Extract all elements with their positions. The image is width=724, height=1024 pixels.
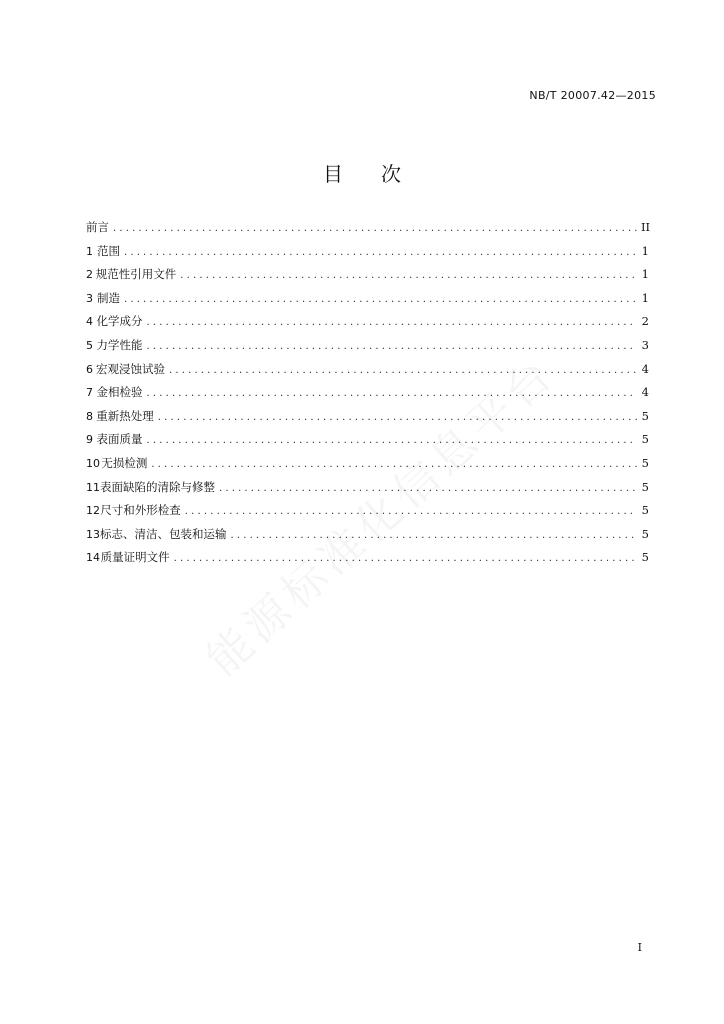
toc-entry-label: 宏观浸蚀试验: [96, 361, 166, 376]
toc-entry-number: 2: [86, 268, 93, 282]
toc-entry-11[interactable]: [86, 479, 649, 503]
toc-entry-number: 7: [86, 386, 93, 400]
toc-entry-page: 1: [641, 290, 649, 305]
toc-entry-number: 11: [86, 480, 100, 494]
toc-entry-page: II: [641, 220, 651, 234]
toc-entry-8[interactable]: [86, 408, 649, 432]
toc-entry-label: 重新热处理: [96, 408, 154, 423]
toc-entry-label: 化学成分: [96, 314, 143, 329]
toc-entry-page: 5: [641, 550, 649, 565]
toc-entry-2[interactable]: [86, 266, 649, 290]
toc-leader-dots: [169, 363, 637, 379]
toc-entry-label: 质量证明文件: [100, 550, 170, 565]
toc-entry-page: 4: [641, 385, 649, 400]
toc-entry-9[interactable]: [86, 431, 649, 455]
toc-entry-page: 1: [641, 267, 649, 282]
toc-entry-page: 2: [641, 314, 649, 329]
toc-entry-number: 9: [86, 433, 93, 447]
toc-entry-5[interactable]: [86, 337, 649, 361]
toc-entry-page: 5: [641, 455, 649, 470]
toc-leader-dots: [147, 339, 637, 355]
toc-entry-number: 3: [86, 291, 93, 305]
toc-entry-page: 5: [641, 479, 649, 494]
toc-entry-page: 5: [641, 432, 649, 447]
toc-entry-label: 标志、清洁、包装和运输: [100, 526, 227, 541]
toc-leader-dots: [174, 551, 637, 567]
toc-leader-dots: [124, 292, 637, 308]
toc-entry-page: 1: [641, 243, 649, 258]
toc-entry-number: 8: [86, 409, 93, 423]
toc-title: [0, 158, 724, 187]
toc-leader-dots: [180, 268, 637, 284]
toc-entry-1[interactable]: [86, 243, 649, 267]
toc-entry-13[interactable]: [86, 526, 649, 550]
toc-entry-label: 尺寸和外形检查: [100, 503, 181, 518]
toc-entry-label: 表面缺陷的清除与修整: [100, 479, 215, 494]
toc-leader-dots: [113, 221, 637, 237]
table-of-contents: [86, 219, 649, 573]
toc-entry-label: 表面质量: [96, 432, 143, 447]
toc-leader-dots: [147, 433, 637, 449]
toc-entry-4[interactable]: [86, 313, 649, 337]
toc-entry-foreword[interactable]: [86, 219, 649, 243]
toc-entry-label: 制造: [96, 290, 120, 305]
toc-entry-number: 10: [86, 456, 100, 470]
toc-entry-6[interactable]: [86, 361, 649, 385]
toc-entry-3[interactable]: [86, 290, 649, 314]
toc-leader-dots: [158, 410, 637, 426]
toc-leader-dots: [147, 386, 637, 402]
toc-entry-number: 5: [86, 338, 93, 352]
toc-leader-dots: [124, 245, 637, 261]
toc-entry-page: 4: [641, 361, 649, 376]
toc-title-char-2: 次: [381, 162, 401, 186]
toc-entry-page: 5: [641, 503, 649, 518]
toc-leader-dots: [231, 528, 638, 544]
toc-entry-14[interactable]: [86, 549, 649, 573]
toc-entry-page: 3: [641, 337, 649, 352]
toc-entry-label: 规范性引用文件: [95, 267, 177, 282]
toc-entry-number: 14: [86, 551, 100, 565]
toc-entry-label: 范围: [96, 243, 120, 258]
toc-title-char-1: 目: [323, 162, 343, 186]
toc-leader-dots: [219, 481, 637, 497]
toc-entry-label: 金相检验: [96, 385, 143, 400]
toc-entry-number: 6: [86, 362, 93, 376]
toc-leader-dots: [151, 457, 637, 473]
toc-entry-number: 13: [86, 527, 100, 541]
toc-entry-number: 4: [86, 315, 93, 329]
toc-leader-dots: [147, 315, 637, 331]
toc-entry-page: 5: [641, 526, 649, 541]
toc-entry-label: 力学性能: [96, 337, 143, 352]
standard-code: NB/T 20007.42—2015: [529, 89, 656, 102]
toc-entry-page: 5: [641, 408, 649, 423]
toc-entry-12[interactable]: [86, 502, 649, 526]
toc-entry-7[interactable]: [86, 384, 649, 408]
page-number: I: [637, 941, 642, 954]
toc-leader-dots: [185, 504, 637, 520]
toc-entry-number: 1: [86, 244, 93, 258]
toc-entry-label: 无损检测: [101, 455, 148, 470]
toc-entry-number: 12: [86, 504, 100, 518]
toc-entry-label: 前言: [86, 220, 109, 234]
toc-entry-10[interactable]: [86, 455, 649, 479]
